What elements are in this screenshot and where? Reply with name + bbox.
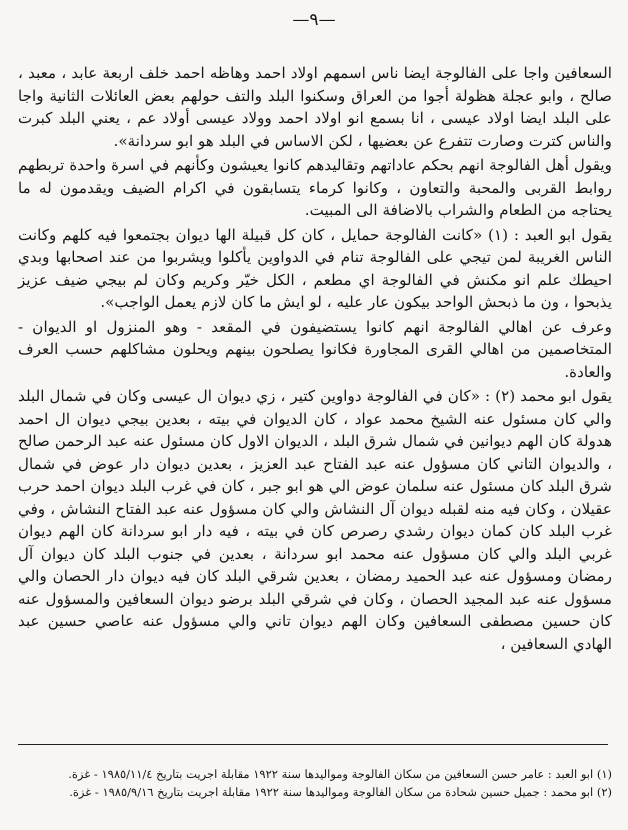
paragraph: يقول ابو العبد : (١) «كانت الفالوجة حمايل ، كان كل قبيلة الها ديوان بجتمعوا فيه كلهم وكانت الناس الغريبة لمن تيجي على الفالوجة تنام في الدواوين يأكلوا ويشربوا من عند اصحابها وبدي احيطك علم انو مكنش في الفالوجة اي مطعم ، الكل خيّر وكريم وكان لم بيجي ضيف عزيز يذبحوا ، ون ما ذبحش الواحد بيكون عار عليه ، لو ايش ما كان لازم يعمل الواجب».	[18, 225, 612, 311]
footnote: (١) ابو العبد : عامر حسن السعافين من سكان الفالوجة ومواليدها سنة ١٩٢٢ مقابلة اجريت بتاريخ ١٩٨٥/١١/٤ - غزة.	[68, 767, 612, 781]
paragraph: السعافين واجا على الفالوجة ايضا ناس اسمهم اولاد احمد وهاظه احمد خلف اربعة عابد ، معبد ، صالح ، وابو عجلة هظولة أجوا من العراق وسكنوا البلد والتف حولهم بعض العائلات الثانية واجا على البلد ايضا اولاد عيسى ، انا بسمع انو اولاد احمد وولاد عيسى أولاد عم ، يعني البلد كبرت والناس كترت وصارت تتفرع عن بعضيها ، لكن الاساس في البلد هو ابو سردانة».	[18, 64, 612, 150]
body-text	[18, 62, 612, 657]
paragraph: ويقول أهل الفالوجة انهم بحكم عاداتهم وتقاليدهم كانوا يعيشون وكأنهم في اسرة واحدة تربطهم روابط القربى والمحبة والتعاون ، وكانوا كرماء يتسابقون في اكرام الضيف ويقدمون له ما يحتاجه من الطعام والشراب بالاضافة الى المبيت.	[18, 156, 612, 219]
paragraph: وعرف عن اهالي الفالوجة انهم كانوا يستضيفون في المقعد - وهو المنزول او الديوان - المتخاصمين من اهالي القرى المجاورة فكانوا يصلحون بينهم ويحلون مشاكلهم حسب العرف والعادة.	[18, 317, 612, 381]
paragraph: يقول ابو محمد (٢) : «كان في الفالوجة دواوين كتير ، زي ديوان ال عيسى وكان في شمال البلد والي كان مسئول عنه الشيخ محمد عواد ، كان الديوان في بيته ، بعدين بيجي ديوان ال احمد هدولة كان الهم ديوانين في شمال شرق البلد ، الديوان الاول كان مسئول عنه عبد الرحمن صالح ، والديوان التاني كان مسؤول عنه عبد الفتاح عبد العزيز ، بعدين ديوان دار عوض في شمال شرق البلد كان مسئول عنه سلمان عوض الي هو ابو جبر ، كان في غرب البلد ديوان احمد حرب عقيلان ، وكان فيه منه لقبله ديوان آل النشاش والي كان مسؤول عنه عبد الفتاح النشاش ، وفي غرب البلد كان كمان ديوان رشدي رصرص كان في بيته ، فيه دار ابو سردانة كان الهم ديوان غربي البلد والي كان مسؤول عنه محمد ابو سردانة ، بعدين في جنوب البلد كان ديوان آل رمضان ومسؤول عنه عبد الحميد رمضان ، بعدين شرقي البلد كان فيه ديوان دار الحصان والي مسؤول عنه عبد المجيد الحصان ، وكان في شرقي البلد برضو ديوان السعافين والمسؤول عنه كان حسين مصطفى السعافين وكان الهم ديوان تاني والي مسؤول عنه عاصي حسين عبد الهادي السعافين ،	[18, 387, 612, 653]
footnotes	[18, 765, 612, 801]
footnote-divider	[18, 744, 608, 745]
footnote: (٢) ابو محمد : جميل حسين شحادة من سكان الفالوجة ومواليدها سنة ١٩٢٢ مقابلة اجريت بتاريخ ١٩٨٥/٩/١٦ - غزة.	[69, 785, 612, 799]
page-number: —٩—	[292, 10, 336, 30]
